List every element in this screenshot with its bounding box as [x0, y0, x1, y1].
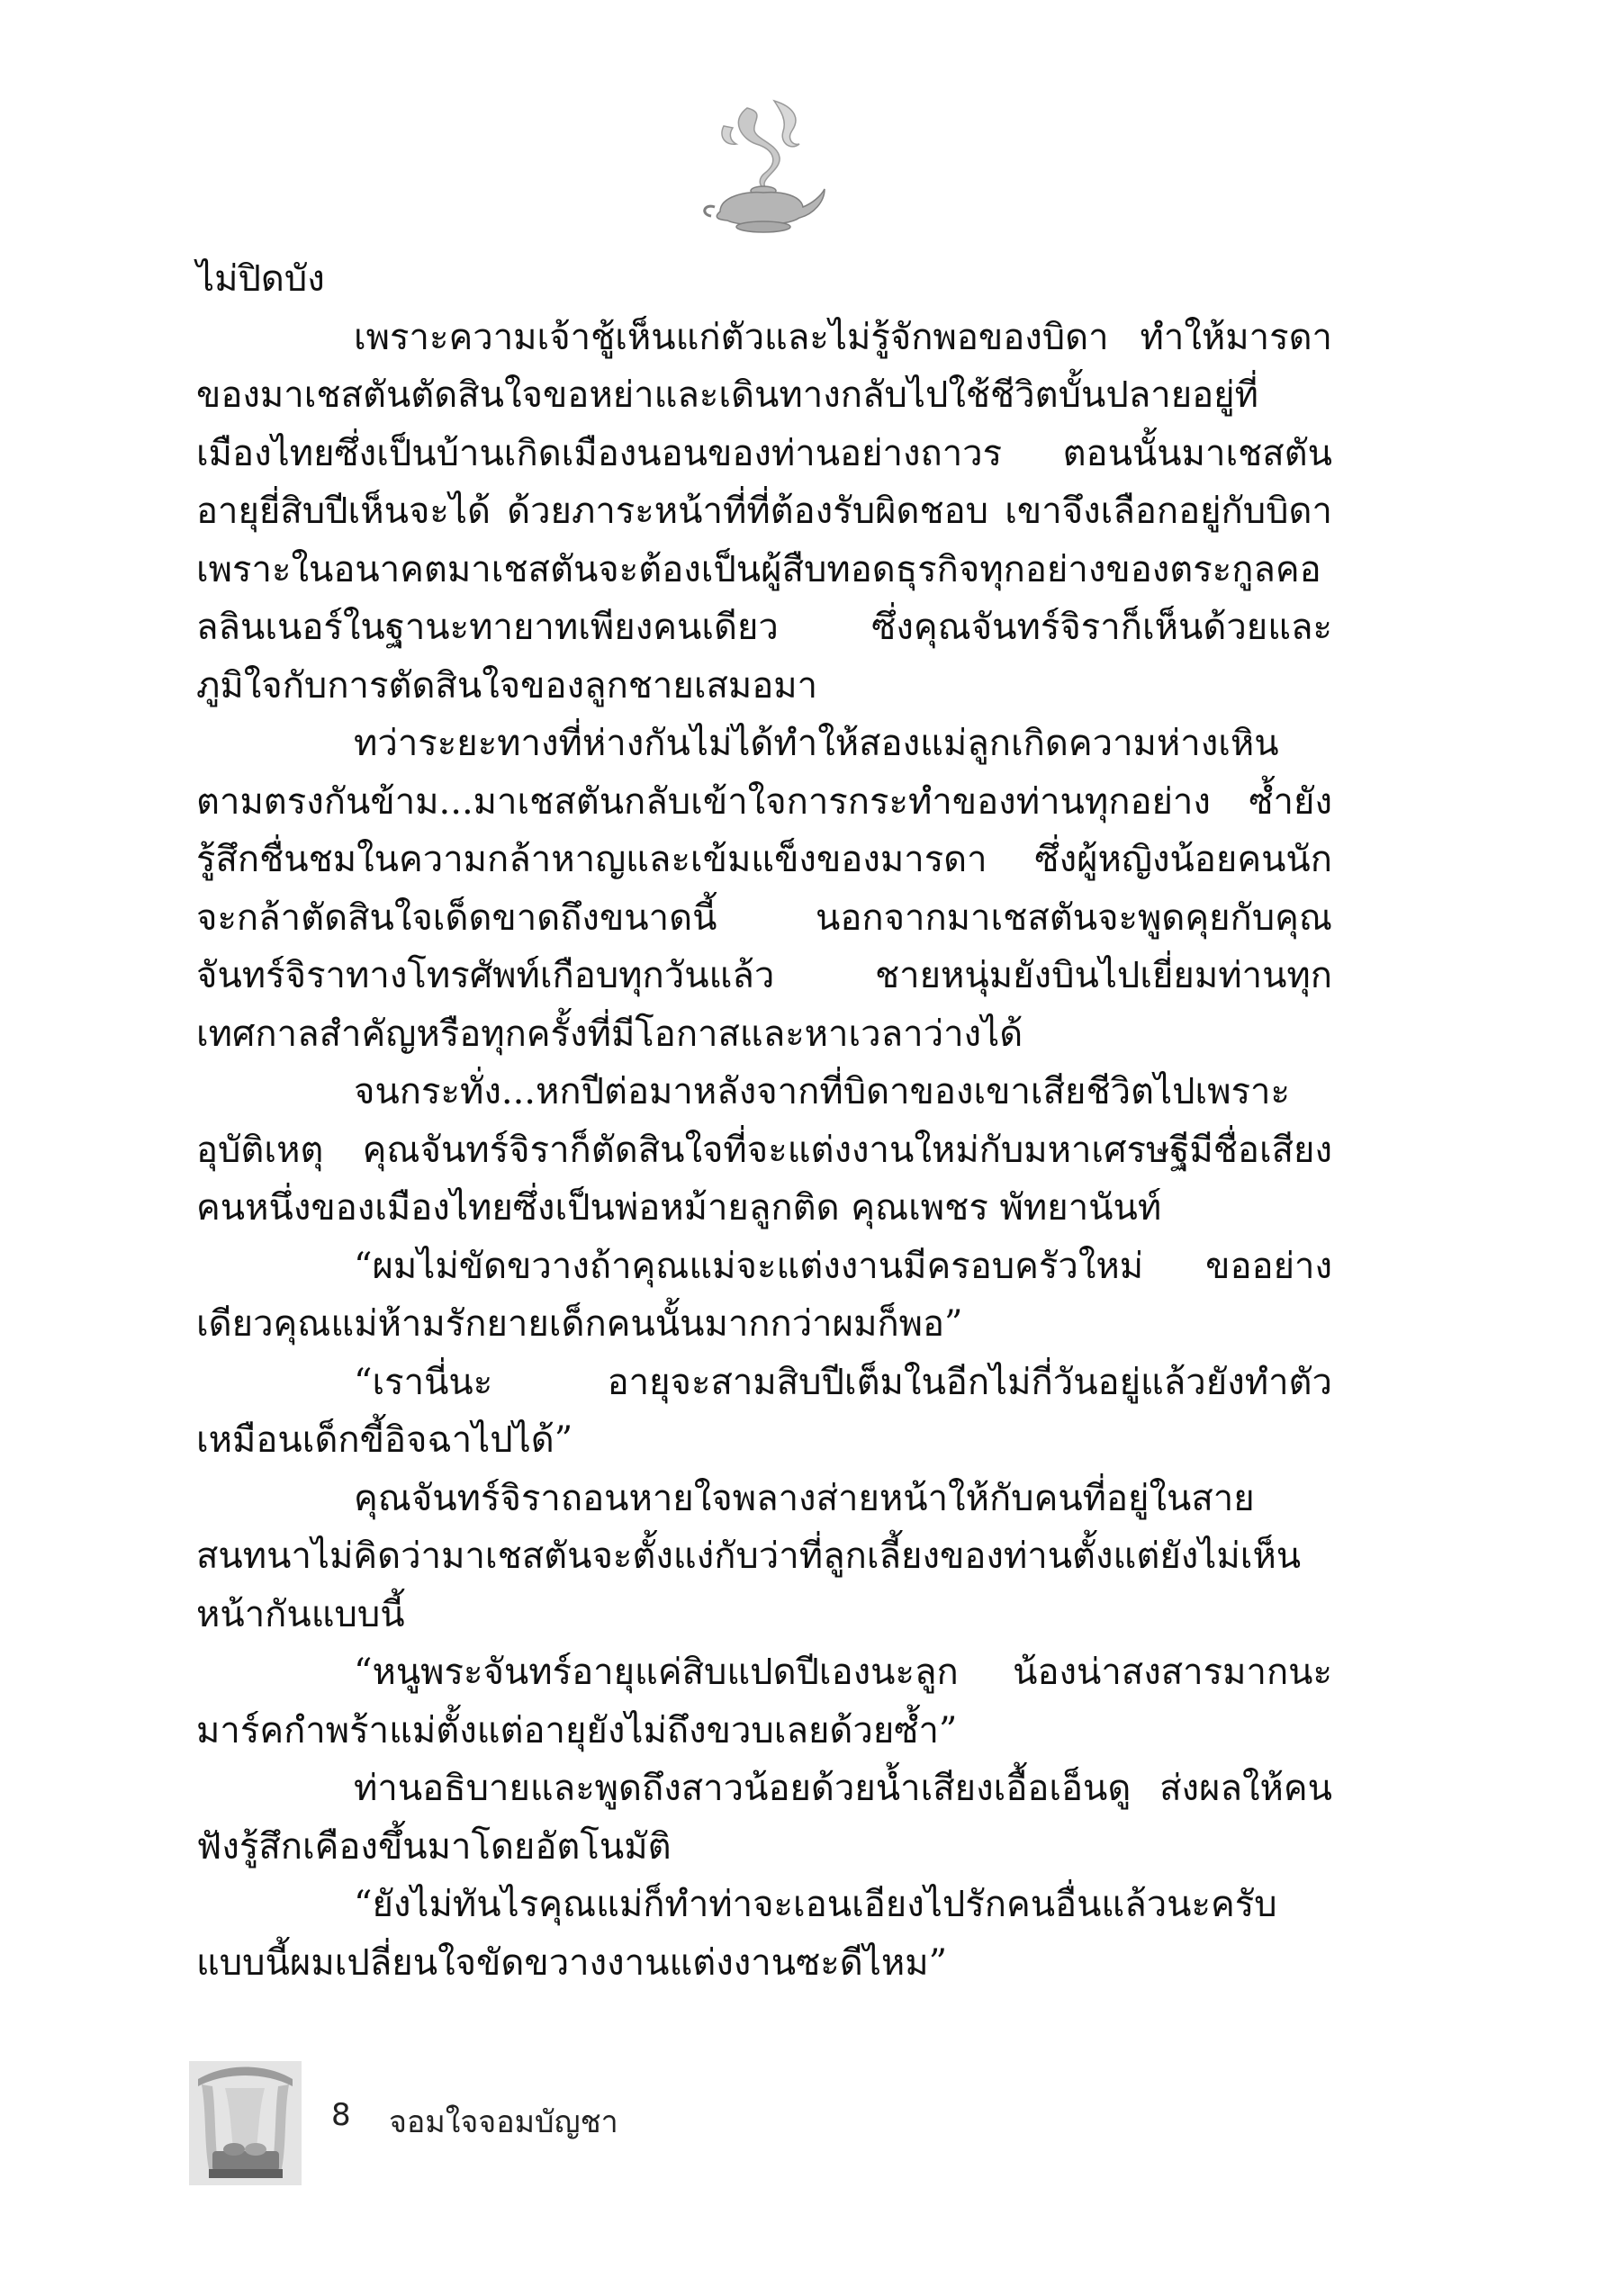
paragraph: “ผมไม่ขัดขวางถ้าคุณแม่จะแต่งงานมีครอบครัวใหม่ ขออย่างเดียวคุณแม่ห้ามรักยายเด็กคนนั้นมากกว่าผมก็พอ”: [196, 1245, 1332, 1345]
genie-lamp-icon: [693, 90, 828, 243]
page-number: 8: [331, 2097, 351, 2133]
paragraph: “ยังไม่ทันไรคุณแม่ก็ทำท่าจะเอนเอียงไปรักคนอื่นแล้วนะครับแบบนี้ผมเปลี่ยนใจขัดขวางงานแต่งงานซะดีไหม”: [196, 1884, 1277, 1984]
paragraph: จนกระทั่ง...หกปีต่อมาหลังจากที่บิดาของเขาเสียชีวิตไปเพราะอุบัติเหตุ คุณจันทร์จิราก็ตัดสินใจที่จะแต่งงานใหม่กับมหาเศรษฐีมีชื่อเสียงคนหนึ่งของเมืองไทยซึ่งเป็นพ่อหม้ายลูกติด คุณเพชร พัทยานันท์: [196, 1071, 1332, 1229]
paragraph: “หนูพระจันทร์อายุแค่สิบแปดปีเองนะลูก น้องน่าสงสารมากนะมาร์คกำพร้าแม่ตั้งแต่อายุยังไม่ถึงขวบเลยด้วยซ้ำ”: [196, 1652, 1332, 1751]
paragraph: ทว่าระยะทางที่ห่างกันไม่ได้ทำให้สองแม่ลูกเกิดความห่างเหินตามตรงกันข้าม...มาเชสตันกลับเข้าใจการกระทำของท่านทุกอย่าง ซ้ำยังรู้สึกชื่นชมในความกล้าหาญและเข้มแข็งของมารดา ซึ่งผู้หญิงน้อยคนนักจะกล้าตัดสินใจเด็ดขาดถึงขนาดนี้ นอกจากมาเชสตันจะพูดคุยกับคุณจันทร์จิราทางโทรศัพท์เกือบทุกวันแล้ว ชายหนุ่มยังบินไปเยี่ยมท่านทุกเทศกาลสำคัญหรือทุกครั้งที่มีโอกาสและหาเวลาว่างได้: [196, 723, 1332, 1055]
paragraph: เพราะความเจ้าชู้เห็นแก่ตัวและไม่รู้จักพอของบิดา ทำให้มารดาของมาเชสตันตัดสินใจขอหย่าและเดินทางกลับไปใช้ชีวิตบั้นปลายอยู่ที่เมืองไทยซึ่งเป็นบ้านเกิดเมืองนอนของท่านอย่างถาวร ตอนนั้นมาเชสตันอายุยี่สิบปีเห็นจะได้ ด้วยภาระหน้าที่ที่ต้องรับผิดชอบ เขาจึงเลือกอยู่กับบิดาเพราะในอนาคตมาเชสตันจะต้องเป็นผู้สืบทอดธุรกิจทุกอย่างของตระกูลคอลลินเนอร์ในฐานะทายาทเพียงคนเดียว ซึ่งคุณจันทร์จิราก็เห็นด้วยและภูมิใจกับการตัดสินใจของลูกชายเสมอมา: [196, 316, 1332, 707]
book-title: จอมใจจอมบัญชา: [389, 2104, 618, 2140]
paragraph: “เรานี่นะ อายุจะสามสิบปีเต็มในอีกไม่กี่วันอยู่แล้วยังทำตัวเหมือนเด็กขี้อิจฉาไปได้”: [196, 1361, 1332, 1461]
canopy-bed-icon: [189, 2061, 302, 2185]
paragraph: ท่านอธิบายและพูดถึงสาวน้อยด้วยน้ำเสียงเอื้อเอ็นดู ส่งผลให้คนฟังรู้สึกเคืองขึ้นมาโดยอัตโนมัติ: [196, 1768, 1332, 1868]
paragraph: คุณจันทร์จิราถอนหายใจพลางส่ายหน้าให้กับคนที่อยู่ในสายสนทนาไม่คิดว่ามาเชสตันจะตั้งแง่กับว่าที่ลูกเลี้ยงของท่านตั้งแต่ยังไม่เห็นหน้ากันแบบนี้: [196, 1477, 1302, 1635]
paragraph: ไม่ปิดบัง: [196, 258, 325, 300]
body-text: [196, 250, 1332, 1992]
page-footer: [189, 2061, 819, 2187]
